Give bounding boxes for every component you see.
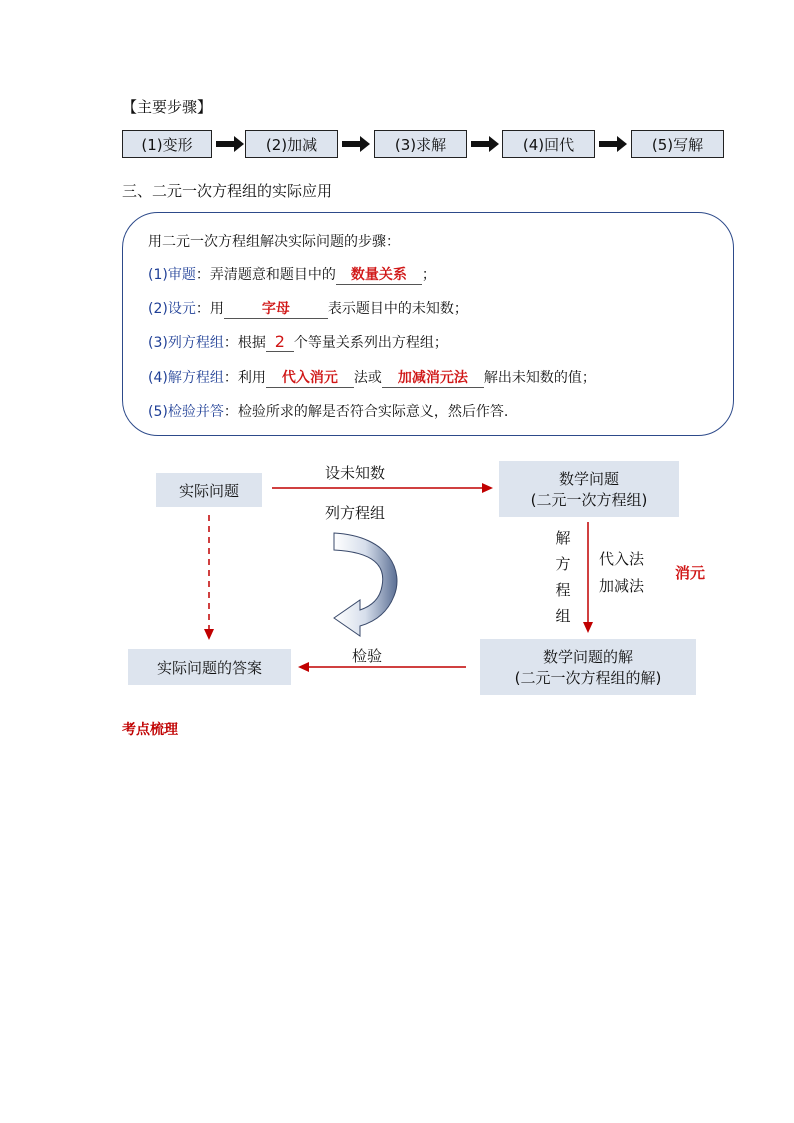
actual-answer-label: 实际问题的答案 bbox=[156, 658, 262, 677]
step4-blank1: 代入消元 bbox=[266, 367, 354, 388]
arrow-right-icon bbox=[342, 136, 370, 152]
main-steps-title: 【主要步骤】 bbox=[122, 98, 213, 116]
actual-problem-box bbox=[156, 473, 262, 507]
addsub-label: 加减法 bbox=[599, 577, 645, 595]
step-box-4 bbox=[502, 130, 595, 158]
arrow-right-icon bbox=[471, 136, 499, 152]
step-line-1 bbox=[148, 264, 436, 285]
step-label-1: (1)变形 bbox=[141, 135, 193, 154]
step5-key: 检验并答 bbox=[167, 404, 224, 420]
math-solution-box bbox=[480, 639, 696, 695]
step-box-3 bbox=[374, 130, 467, 158]
actual-answer-box bbox=[128, 649, 291, 685]
step-line-5 bbox=[148, 401, 508, 421]
step3-pre: ：根据 bbox=[223, 335, 266, 351]
step4-mid: 法或 bbox=[353, 370, 382, 386]
step4-key: 解方程组 bbox=[167, 370, 224, 386]
step-box-2 bbox=[245, 130, 338, 158]
solve-char-1: 解 bbox=[555, 529, 571, 547]
arrow-to-math-problem bbox=[272, 481, 494, 495]
check-label: 检验 bbox=[352, 647, 383, 665]
step5-num: (5) bbox=[148, 404, 168, 420]
substitution-label: 代入法 bbox=[599, 550, 645, 568]
step1-blank: 数量关系 bbox=[336, 264, 422, 285]
step-box-1 bbox=[122, 130, 212, 158]
dashed-arrow-down bbox=[203, 515, 215, 641]
curved-arrow-icon bbox=[328, 528, 408, 640]
elimination-label: 消元 bbox=[675, 564, 706, 582]
arrow-to-answer bbox=[297, 660, 467, 674]
math-solution-line2: (二元一次方程组的解) bbox=[514, 669, 662, 687]
solve-equations-label bbox=[553, 525, 573, 629]
step-line-3 bbox=[148, 332, 448, 352]
step-label-3: (3)求解 bbox=[394, 135, 447, 154]
solve-char-4: 组 bbox=[555, 607, 571, 625]
step-line-4 bbox=[148, 367, 596, 388]
step3-post: 个等量关系列出方程组； bbox=[293, 335, 448, 351]
step1-key: 审题 bbox=[167, 267, 196, 283]
step4-post: 解出未知数的值； bbox=[483, 370, 596, 386]
section3-title: 三、二元一次方程组的实际应用 bbox=[122, 182, 333, 200]
step-label-2: (2)加减 bbox=[265, 135, 318, 154]
step4-pre: ：利用 bbox=[223, 370, 266, 386]
solve-char-3: 程 bbox=[555, 581, 571, 599]
step2-blank: 字母 bbox=[224, 298, 328, 319]
list-equations-label: 列方程组 bbox=[325, 504, 386, 522]
step1-pre: ：弄清题意和题目中的 bbox=[195, 267, 336, 283]
step3-num: (3) bbox=[148, 335, 168, 351]
step2-pre: ：用 bbox=[195, 301, 224, 317]
math-problem-box bbox=[499, 461, 679, 517]
exam-points-title: 考点梳理 bbox=[122, 722, 178, 738]
arrow-right-icon bbox=[216, 136, 244, 152]
solve-char-2: 方 bbox=[555, 555, 571, 573]
step-line-2 bbox=[148, 298, 468, 319]
box-intro: 用二元一次方程组解决实际问题的步骤： bbox=[148, 234, 400, 250]
step4-num: (4) bbox=[148, 370, 168, 386]
step-label-4: (4)回代 bbox=[522, 135, 575, 154]
math-problem-line2: (二元一次方程组) bbox=[530, 491, 648, 509]
step-label-5: (5)写解 bbox=[651, 135, 704, 154]
arrow-right-icon bbox=[599, 136, 627, 152]
step1-post: ； bbox=[421, 267, 436, 283]
step5-text: ：检验所求的解是否符合实际意义，然后作答. bbox=[223, 404, 509, 420]
step1-num: (1) bbox=[148, 267, 168, 283]
step3-blank: 2 bbox=[266, 332, 294, 352]
step-box-5 bbox=[631, 130, 724, 158]
step2-key: 设元 bbox=[167, 301, 196, 317]
math-solution-line1: 数学问题的解 bbox=[542, 648, 633, 666]
step2-post: 表示题目中的未知数； bbox=[327, 301, 468, 317]
solve-arrow-down bbox=[581, 522, 595, 634]
step2-num: (2) bbox=[148, 301, 168, 317]
step4-blank2: 加减消元法 bbox=[382, 367, 484, 388]
math-problem-line1: 数学问题 bbox=[558, 470, 619, 488]
set-unknown-label: 设未知数 bbox=[325, 464, 386, 482]
step3-key: 列方程组 bbox=[167, 335, 224, 351]
actual-problem-label: 实际问题 bbox=[178, 481, 239, 500]
